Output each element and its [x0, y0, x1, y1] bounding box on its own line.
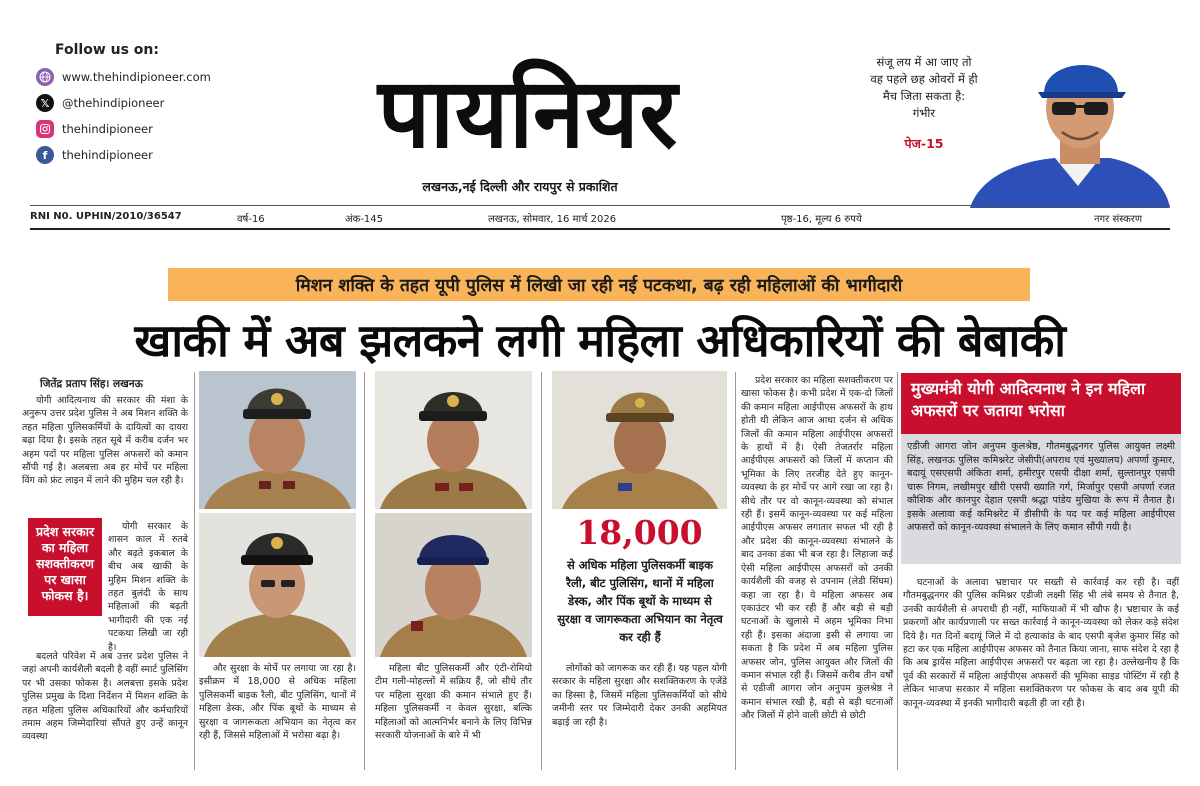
- info-bar-bottom-rule: [30, 228, 1170, 230]
- info-bar: [30, 208, 1170, 226]
- facebook-icon: f: [36, 146, 54, 164]
- column-4-bottom-text: लोगोंको को जागरूक कर रही हैं। यह पहल योगी सरकार के महिला सुरक्षा और सशक्तिकरण के एजेंडे का हिस्सा है, जिसमें महिला पुलिसकर्मियों को सीधे जमीनी स्तर पर जिम्मेदारी देकर उनकी अहमियत बढ़ाई जा रही है।: [552, 663, 727, 728]
- social-instagram-label[interactable]: thehindipioneer: [62, 122, 153, 136]
- column-2-bottom: [199, 662, 356, 772]
- follow-us-title: Follow us on:: [55, 42, 159, 58]
- info-bar-top-rule: [30, 205, 1170, 206]
- rni-number: RNI N0. UPHIN/2010/36547: [30, 211, 182, 222]
- masthead-title: पायनियर: [377, 56, 679, 170]
- column-1-mid-text: योगी सरकार के शासन काल में रुतबे और बढ़ते इकबाल के बीच अब खाकी के मुहिम मिशन शक्ति के तहत बुलंदी के साथ महिलाओं की बढ़ती भागीदारी की एक नई पटकथा लिखी जा रही है।: [108, 521, 188, 653]
- officer-photo-4: [199, 513, 356, 657]
- column-divider: [194, 372, 195, 770]
- column-1-top-text: योगी आदित्यनाथ की सरकार की मंशा के अनुरूप उत्तर प्रदेश पुलिस ने अब मिशन शक्ति के तहत महिला पुलिसकर्मियों के दायित्वों का दायरा बढ़ा दिया है। इसके तहत सूबे में करीब दर्जन भर अहम पदों पर महिला पुलिस अफसरों को कमान सौंपी गई है। अलबत्ता अब हर मोर्चे पर महिला विंग को फ्रंट लाइन में लाने की मुहिम चल रही है।: [22, 395, 188, 487]
- edition: नगर संस्करण: [1094, 214, 1143, 225]
- column-6: [903, 576, 1179, 770]
- sidebar-text: एडीजी आगरा जोन अनुपम कुलश्रेष्ठ, गौतमबुद्धनगर पुलिस आयुक्त लक्ष्मी सिंह, लखनऊ पुलिस कमिश्नरेट जेसीपी(अपराध एवं मुख्यालय) अपर्णा कुमार, बदायूं एसएसपी अंकिता शर्मा, हमीरपुर एसपी दीक्षा शर्मा, सुल्तानपुर एसपी चारू निगम, लखीमपुर खीरी एसपी ख्याति गर्ग, मिर्जापुर एसपी अपर्णा रजत कौशिक और कानपुर देहात एसपी श्रद्धा पांडेय मुखिया के रूप में तैनात है। इसके अलावा कई कमिश्नरेट में डीसीपी के पद पर कई महिला आईपीएस अफसरों को कानून-व्यवस्था संभालने के लिए कमान सौंपी गयी है।: [907, 441, 1175, 533]
- column-divider: [735, 372, 736, 770]
- sidebar-headline: मुख्यमंत्री योगी आदित्यनाथ ने इन महिला अफसरों पर जताया भरोसा: [901, 373, 1181, 434]
- social-x[interactable]: [36, 92, 164, 114]
- big-number-caption: से अधिक महिला पुलिसकर्मी बाइक रैली, बीट पुलिसिंग, थानों में महिला डेस्क, और पिंक बूथों के माध्यम से सुरक्षा व जागरूकता अभियान का नेतृत्व कर रही हैं: [557, 558, 723, 644]
- column-1-mid: [108, 520, 188, 653]
- column-3-bottom-text: महिला बीट पुलिसकर्मी और एंटी-रोमियो टीम गली-मोहल्लों में सक्रिय हैं, जो सीधे तौर पर महिला सुरक्षा की कमान संभाले हुए हैं। महिला पुलिसकर्मी न केवल सुरक्षा, बल्कि महिलाओं को आत्मनिर्भर बनाने के लिए विभिन्न सरकारी योजनाओं के बारे में भी: [375, 663, 532, 742]
- article-byline: जितेंद्र प्रताप सिंह। लखनऊ: [40, 378, 143, 390]
- social-instagram[interactable]: [36, 118, 153, 140]
- social-facebook-label[interactable]: thehindipioneer: [62, 148, 153, 162]
- officer-photo-3: [552, 371, 727, 509]
- column-1-bottom-text: बदलते परिवेश में अब उत्तर प्रदेश पुलिस ने जहां अपनी कार्यशैली बदली है वहीं स्मार्ट पुलिसिंग पर भी उसका फोकस है। अलबत्ता इसके प्रदेश पुलिस प्रमुख के दिशा निर्देशन में मिशन शक्ति के तहत महिला पुलिस अधिकारियों और कर्मचारियों तमाम अहम जिम्मेदारियां सौंपते हुए उन्हें कानून व्यवस्था: [22, 651, 188, 743]
- masthead-tagline: लखनऊ,नई दिल्ली और रायपुर से प्रकाशित: [422, 179, 618, 194]
- column-1-top: [22, 394, 188, 517]
- social-website-label[interactable]: www.thehindipioneer.com: [62, 70, 211, 84]
- officer-photo-1: [199, 371, 356, 509]
- officer-photo-5: [375, 513, 532, 657]
- issue-number: अंक-145: [345, 214, 384, 225]
- pages-price: पृष्ठ-16, मूल्य 6 रुपये: [781, 214, 862, 225]
- instagram-icon: [36, 120, 54, 138]
- column-divider: [897, 372, 898, 770]
- officer-photo-2: [375, 371, 532, 509]
- column-1-bottom: [22, 650, 188, 770]
- column-5: [741, 374, 893, 770]
- column-2-bottom-text: और सुरक्षा के मोर्चे पर लगाया जा रहा है। इसीक्रम में 18,000 से अधिक महिला पुलिसकर्मी बाइक रैली, बीट पुलिसिंग, थानों में महिला डेस्क, और पिंक बूथों के माध्यम से सुरक्षा व जागरूकता अभियान का नेतृत्व कर रही हैं, जिससे महिलाओं में भरोसा बढ़ा है।: [199, 663, 356, 742]
- promo-text: संजू लय में आ जाए तो वह पहले छह ओवरों में ही मैच जिता सकता है: गंभीर: [870, 55, 978, 120]
- promo-photo: [960, 36, 1170, 208]
- volume-year: वर्ष-16: [237, 214, 265, 225]
- column-4-bottom: [552, 662, 727, 772]
- column-divider: [364, 372, 365, 770]
- social-x-label[interactable]: @thehindipioneer: [62, 96, 165, 110]
- social-website[interactable]: [36, 66, 211, 88]
- issue-date: लखनऊ, सोमवार, 16 मार्च 2026: [488, 214, 617, 225]
- promo-page-ref[interactable]: पेज-15: [904, 136, 944, 151]
- column-5-text: प्रदेश सरकार का महिला सशक्तीकरण पर खासा फोकस है। कभी प्रदेश में एक-दो जिलों की कमान महिला आईपीएस अफसरों के हाथ होती थी लेकिन आज आधा दर्जन से अधिक जिलों की कमान महिला आईपीएस अफसरों के हाथों में है। ऐसी तेजतर्रार महिला आईपीएस अफसरों को जिलों में कप्तान की भूमिका के लिए तरजीह देते हुए कानून-व्यवस्था के हर मोर्चे पर आगे रखा जा रहा है। सीधे तौर पर वो कानून-व्यवस्था को संभाल रही हैं। इसमें कानून-व्यवस्था पर कई महिला आईपीएस अफसर लगातार सफल भी रही है और प्रदेश की कानून-व्यवस्था संभालने के बाद उनका डंका भी बज रहा है। लिहाजा कई ऐसी महिला आईपीएस अफसरों को उनकी कार्यशैली की वजह से उपनाम (लेडी सिंघम) कहा जा रहा है। ये महिला अफसर अब एकाउंटर भी कर रही हैं और बड़ी से बड़ी घटनाओं के खुलासे में अहम भूमिका निभा रही हैं। इसका अंदाजा इसी से लगाया जा सकता है कि प्रदेश में अब महिला पुलिस अफसर जोन, पुलिस आयुक्त और जिलों की कमान संभाल रही हैं। जिसमें करीब तीन वर्षों से एडीजी आगरा जोन अनुपम कुलश्रेष्ठ ने कमान संभाल रखी है, बड़ी से बड़ी घटनाओं और जिलों में होने वाली छोटी से छोटी: [741, 375, 893, 722]
- article-kicker: मिशन शक्ति के तहत यूपी पुलिस में लिखी जा रही नई पटकथा, बढ़ रही महिलाओं की भागीदारी: [168, 268, 1030, 301]
- globe-icon: [36, 68, 54, 86]
- column-3-bottom: [375, 662, 532, 772]
- x-icon: 𝕏: [36, 94, 54, 112]
- column-divider: [541, 372, 542, 770]
- pullquote: प्रदेश सरकार का महिला सशक्तीकरण पर खासा फोकस है।: [28, 518, 102, 616]
- article-headline: खाकी में अब झलकने लगी महिला अधिकारियों की बेबाकी: [134, 314, 1066, 367]
- big-number: 18,000: [576, 513, 703, 552]
- social-facebook[interactable]: [36, 144, 153, 166]
- column-6-text: घटनाओं के अलावा भ्रष्टाचार पर सख्ती से कार्रवाई कर रही है। वहीं गौतमबुद्धनगर की पुलिस कमिश्नर एडीजी लक्ष्मी सिंह भी लंबे समय से तैनात है, उनकी कार्यशैली से अपराधी ही नहीं, माफियाओं में भी खौफ है। भ्रष्टाचार के कई प्रकरणों और कार्यप्रणाली पर सख्त कार्रवाई ने कानून-व्यवस्था को लेकर कड़े संदेश दिये है। गत दिनों बदायूं जिले में दो हत्याकांड के बाद एसपी बृजेश कुमार सिंह को हटा कर एक महिला आईपीएस अफसर को तैनात किया जाना, साफ संदेश दे रहा है कि अब ड्रायेंस महिला आईपीएस अफसरों पर बढ़ता जा रहा है। उल्लेखनीय है कि पूर्व की सरकारों में महिला आईपीएस अफसरों की भूमिका साइड पोस्टिंग में रही है लेकिन भाजपा सरकार में महिला सशक्तिकरण पर फोकस के बाद अब यूपी की कानून-व्यवस्था में इनकी भागीदारी बढ़ती ही जा रही है।: [903, 577, 1179, 709]
